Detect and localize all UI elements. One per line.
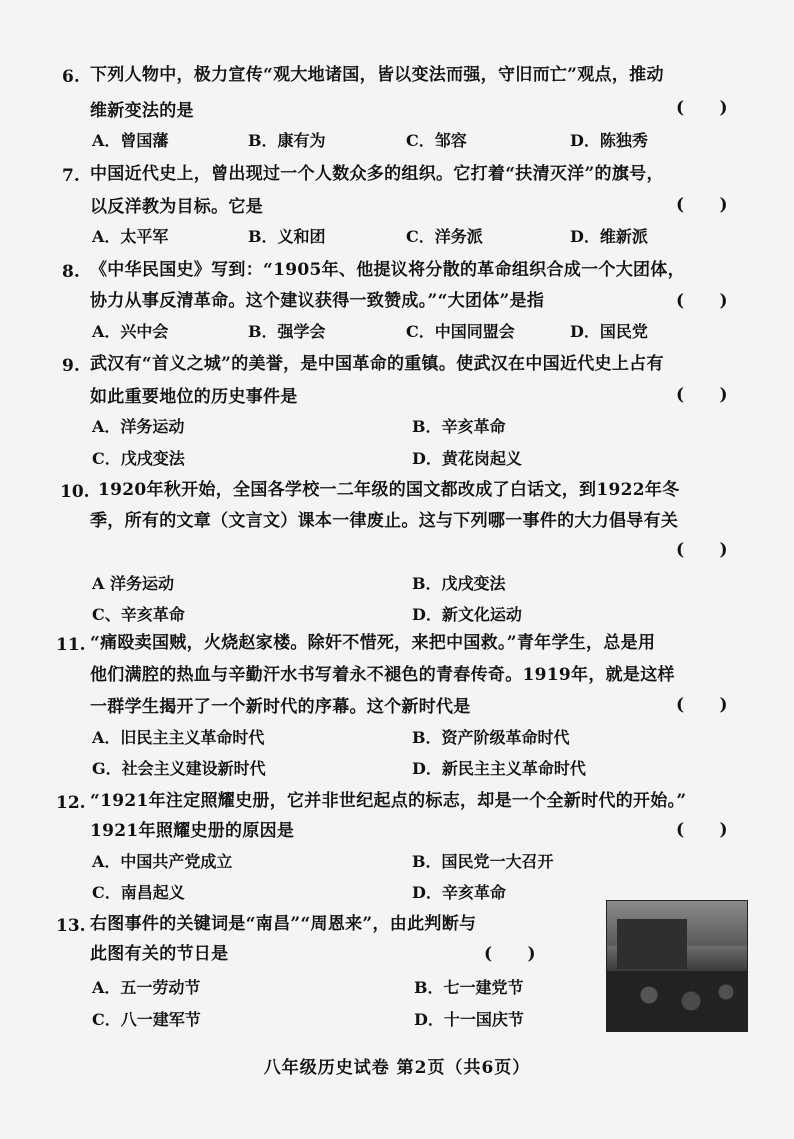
option-c: C．邹容 [406,131,467,150]
question-number: 6. [62,67,80,87]
answer-paren: ( ) [484,944,536,964]
option-a: A．兴中会 [92,322,169,341]
option-c: C．南昌起义 [92,883,185,902]
question-text: 他们满腔的热血与辛勤汗水书写着永不褪色的青春传奇。1919年，就是这样 [90,665,675,685]
answer-paren: ( ) [676,291,728,311]
question-number: 7. [62,166,80,186]
question-text: 《中华民国史》写到：“1905年、他提议将分散的革命组织合成一个大团体， [90,260,685,280]
option-c: G．社会主义建设新时代 [92,759,266,778]
option-b: B．强学会 [248,322,326,341]
answer-paren: ( ) [676,820,728,840]
option-d: D．国民党 [570,322,648,341]
option-a: A 洋务运动 [92,574,174,593]
option-b: B．义和团 [248,227,326,246]
question-text: “痛殴卖国贼，火烧赵家楼。除奸不惜死，来把中国救。”青年学生，总是用 [90,633,656,653]
option-b: B．戊戌变法 [412,574,506,593]
option-a: A．五一劳动节 [92,978,201,997]
option-d: D．新民主主义革命时代 [412,759,586,778]
option-c: C．八一建军节 [92,1010,201,1029]
question-text: 下列人物中，极力宣传“观大地诸国，皆以变法而强，守旧而亡”观点，推动 [90,65,664,85]
question-text: 维新变法的是 [90,101,194,121]
option-b: B．康有为 [248,131,326,150]
question-text: 右图事件的关键词是“南昌”“周恩来”，由此判断与 [90,914,477,934]
question-number: 13. [56,916,86,936]
question-text: 武汉有“首义之城”的美誉，是中国革命的重镇。使武汉在中国近代史上占有 [90,354,664,374]
question-number: 9. [62,356,80,376]
option-d: D．黄花岗起义 [412,449,522,468]
option-d: D．十一国庆节 [414,1010,524,1029]
option-c: C．戊戌变法 [92,449,185,468]
option-c: C．中国同盟会 [406,322,515,341]
option-d: D．新文化运动 [412,605,522,624]
option-c: C．洋务派 [406,227,483,246]
question-text: 此图有关的节日是 [90,944,229,964]
option-b: B．辛亥革命 [412,417,506,436]
answer-paren: ( ) [676,540,728,560]
question-number: 10. [60,482,90,502]
answer-paren: ( ) [676,385,728,405]
answer-paren: ( ) [676,98,728,118]
option-a: A．太平军 [92,227,169,246]
question-text: 一群学生揭开了一个新时代的序幕。这个新时代是 [90,697,471,717]
nanchang-uprising-photo [606,900,748,1032]
question-number: 8. [62,262,80,282]
option-b: B．资产阶级革命时代 [412,728,570,747]
answer-paren: ( ) [676,695,728,715]
option-a: A．洋务运动 [92,417,185,436]
option-c: C、辛亥革命 [92,605,185,624]
option-b: B．国民党一大召开 [412,852,554,871]
question-text: 如此重要地位的历史事件是 [90,387,298,407]
page-footer: 八年级历史试卷 第2页（共6页） [263,1058,531,1078]
answer-paren: ( ) [676,195,728,215]
question-text: 以反洋教为目标。它是 [90,197,263,217]
option-b: B．七一建党节 [414,978,524,997]
question-text: “1921年注定照耀史册，它并非世纪起点的标志，却是一个全新时代的开始。” [90,791,687,811]
question-text: 1921年照耀史册的原因是 [90,821,295,841]
question-text: 季，所有的文章（文言文）课本一律废止。这与下列哪一事件的大力倡导有关 [90,511,679,531]
question-number: 11. [56,635,86,655]
question-text: 中国近代史上，曾出现过一个人数众多的组织。它打着“扶清灭洋”的旗号， [90,164,664,184]
option-a: A．中国共产党成立 [92,852,233,871]
option-d: D．维新派 [570,227,648,246]
question-number: 12. [56,793,86,813]
option-a: A．旧民主主义革命时代 [92,728,265,747]
question-text: 1920年秋开始，全国各学校一二年级的国文都改成了白话文，到1922年冬 [98,480,680,500]
option-a: A．曾国藩 [92,131,169,150]
option-d: D．陈独秀 [570,131,648,150]
question-text: 协力从事反清革命。这个建议获得一致赞成。”“大团体”是指 [90,291,545,311]
option-d: D．辛亥革命 [412,883,506,902]
